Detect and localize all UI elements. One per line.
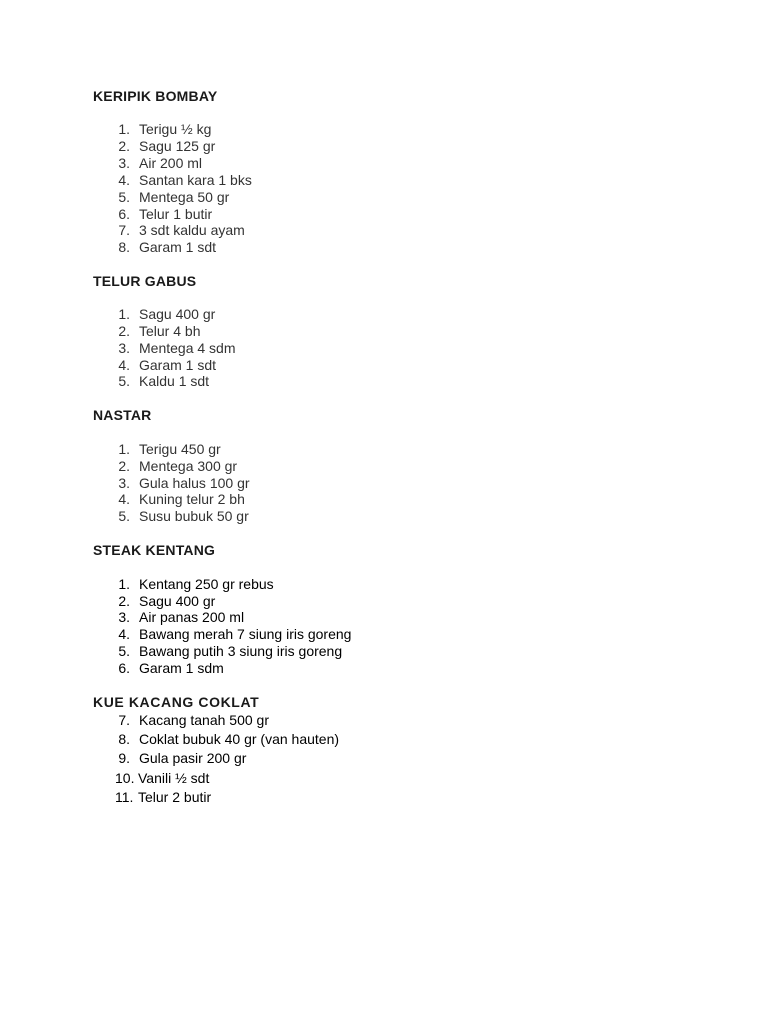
item-text: Gula pasir 200 gr (139, 750, 247, 766)
item-number: 10. (115, 770, 135, 786)
item-text: Kuning telur 2 bh (139, 491, 245, 507)
item-number: 4. (118, 626, 130, 642)
item-text: Gula halus 100 gr (139, 475, 250, 491)
item-number: 4. (118, 357, 130, 373)
item-number: 6. (118, 206, 130, 222)
item-text: Terigu 450 gr (139, 441, 221, 457)
item-text: Garam 1 sdt (139, 357, 217, 373)
item-text: Sagu 400 gr (139, 593, 216, 609)
item-number: 3. (118, 340, 130, 356)
item-text: Telur 2 butir (138, 789, 212, 805)
item-number: 3. (118, 155, 130, 171)
item-number: 2. (118, 458, 130, 474)
item-text: Kentang 250 gr rebus (139, 576, 274, 592)
item-text: Air panas 200 ml (139, 609, 245, 625)
item-text: Air 200 ml (139, 155, 203, 171)
item-text: Kaldu 1 sdt (139, 373, 210, 389)
section-title: TELUR GABUS (93, 273, 197, 289)
item-text: Mentega 300 gr (139, 458, 238, 474)
item-text: Telur 4 bh (139, 323, 201, 339)
item-text: Susu bubuk 50 gr (139, 508, 249, 524)
item-text: Garam 1 sdm (139, 660, 224, 676)
section-title: KERIPIK BOMBAY (93, 88, 218, 104)
item-number: 6. (118, 660, 130, 676)
item-number: 8. (118, 731, 130, 747)
item-number: 1. (118, 576, 130, 592)
item-text: Terigu ½ kg (139, 121, 212, 137)
section-title: KUE KACANG COKLAT (93, 694, 260, 710)
item-text: Sagu 400 gr (139, 306, 216, 322)
item-number: 7. (118, 222, 130, 238)
item-number: 8. (118, 239, 130, 255)
item-number: 2. (118, 323, 130, 339)
item-text: Mentega 4 sdm (139, 340, 236, 356)
item-text: Garam 1 sdt (139, 239, 217, 255)
item-text: Mentega 50 gr (139, 189, 230, 205)
item-number: 9. (118, 750, 130, 766)
item-number: 11. (115, 789, 134, 805)
item-text: Santan kara 1 bks (139, 172, 252, 188)
item-text: Kacang tanah 500 gr (139, 712, 269, 728)
item-text: Telur 1 butir (139, 206, 213, 222)
item-number: 5. (118, 189, 130, 205)
item-text: Bawang putih 3 siung iris goreng (139, 643, 343, 659)
item-number: 4. (118, 491, 130, 507)
item-number: 5. (118, 373, 130, 389)
item-number: 2. (118, 593, 130, 609)
item-number: 2. (118, 138, 130, 154)
section-title: NASTAR (93, 407, 152, 423)
item-number: 7. (118, 712, 130, 728)
section-title: STEAK KENTANG (93, 542, 216, 558)
item-number: 5. (118, 508, 130, 524)
item-text: Sagu 125 gr (139, 138, 216, 154)
item-number: 4. (118, 172, 130, 188)
item-text: 3 sdt kaldu ayam (139, 222, 245, 238)
item-text: Coklat bubuk 40 gr (van hauten) (139, 731, 340, 747)
item-number: 1. (118, 306, 130, 322)
item-number: 3. (118, 475, 130, 491)
item-text: Vanili ½ sdt (138, 770, 210, 786)
item-number: 1. (118, 441, 130, 457)
item-text: Bawang merah 7 siung iris goreng (139, 626, 352, 642)
item-number: 3. (118, 609, 130, 625)
item-number: 5. (118, 643, 130, 659)
item-number: 1. (118, 121, 130, 137)
